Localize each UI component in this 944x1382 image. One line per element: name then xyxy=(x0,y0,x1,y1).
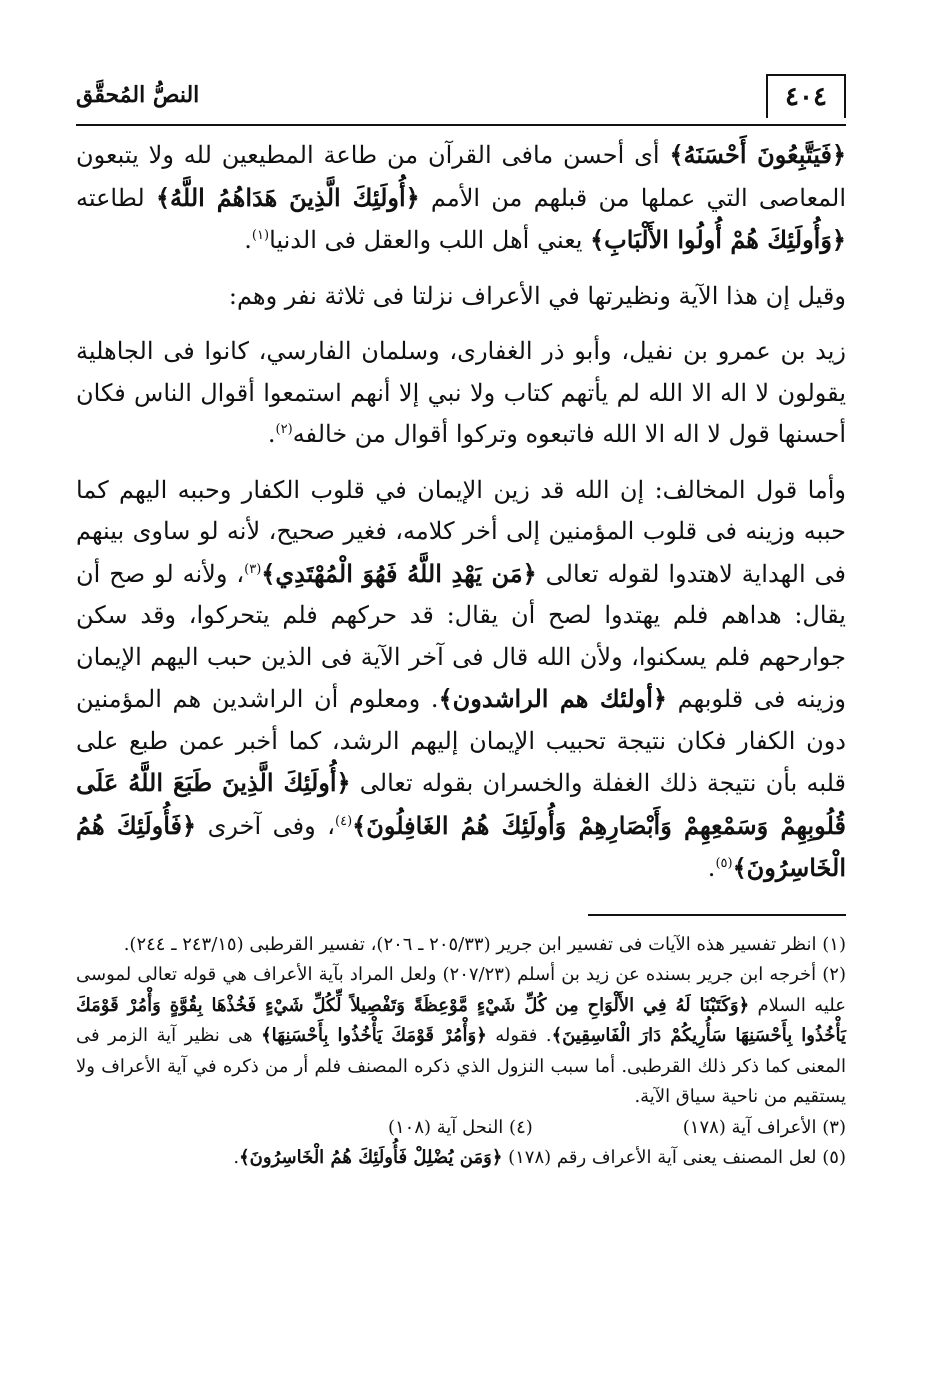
page xyxy=(76,60,846,1174)
footnote-5 xyxy=(76,1143,846,1174)
paragraph xyxy=(76,331,846,456)
footnote-1: (١) انظر تفسير هذه الآيات فى تفسير ابن جرير (٢٠٥/٣٣ ـ ٢٠٦)، تفسير القرطبى (٢٤٣/١٥ ـ ٢٤٤). xyxy=(123,933,846,955)
text-run: . فقوله xyxy=(486,1025,552,1046)
footnote-row xyxy=(76,1113,846,1144)
quran-quote: ﴿مَن يَهْدِ اللَّهُ فَهُوَ الْمُهْتَدِي﴾ xyxy=(261,558,537,588)
footnote-2 xyxy=(76,960,846,1113)
page-number: ٤٠٤ xyxy=(766,74,846,118)
quran-quote: ﴿وَأُولَئِكَ هُمْ أُولُوا الأَلْبَابِ﴾ xyxy=(590,225,846,254)
quran-quote: ﴿فَأُولَئِكَ هُمُ الْخَاسِرُونَ﴾ xyxy=(76,810,846,882)
footnote-ref: (٢) xyxy=(275,422,293,437)
running-title: النصُّ المُحقَّق xyxy=(76,82,200,108)
quran-quote: ﴿أُولَئِكَ الَّذِينَ هَدَاهُمُ اللَّهُ﴾ xyxy=(155,182,420,212)
text-run: ، ولأنه لو صح أن يقال: هداهم فلم يهتدوا لصح أن يقال: قد حركهم فلم يتحركوا، وقد سكن جوارحهم فلم يسكنوا، ولأن الله قال فى آخر الآية فى الذين حبب اليهم الإيمان وزينه فى قلوبهم xyxy=(76,559,846,713)
paragraph xyxy=(76,276,846,318)
footnote-ref: (١) xyxy=(251,228,270,243)
paragraph xyxy=(76,134,846,262)
quran-quote: ﴿أولئك هم الراشدون﴾ xyxy=(438,684,667,713)
text-run: . xyxy=(244,226,252,254)
text-run: (٢) أخرجه ابن جرير بسنده عن زيد بن أسلم (٢٠٧/٢٣) ولعل المراد بآية الأعراف هي قوله تعالى لموسى عليه السلام xyxy=(76,964,846,1016)
main-text xyxy=(76,134,846,890)
text-run: أى أحسن مافى القرآن من طاعة المطيعين لله ولا يتبعون المعاصى التي عملها من قبلهم من الأمم xyxy=(76,141,847,212)
text-run: . ومعلوم أن الراشدين هم المؤمنين دون الكفار فكان نتيجة تحبيب الإيمان إليهم الرشد، كما أخبر عمن طبع على قلبه بأن نتيجة ذلك الغفلة والخسران بقوله تعالى xyxy=(76,685,846,797)
page-header xyxy=(76,60,846,126)
text-run: . xyxy=(707,854,716,882)
text-run: وقيل إن هذا الآية ونظيرتها في الأعراف نزلتا فى ثلاثة نفر وهم: xyxy=(228,281,846,310)
quran-quote: ﴿أُولَئِكَ الَّذِينَ طَبَعَ اللَّهُ عَلَى قُلُوبِهِمْ وَسَمْعِهِمْ وَأَبْصَارِهِمْ وَأُولَئِكَ هُمُ الغَافِلُونَ﴾ xyxy=(76,768,846,840)
footnote-divider xyxy=(588,914,846,916)
quran-quote: ﴿فَيَتَّبِعُونَ أَحْسَنَهُ﴾ xyxy=(669,140,847,169)
text-run: . xyxy=(267,420,276,448)
footnote-ref: (٤) xyxy=(335,813,353,829)
text-run: (٥) لعل المصنف يعنى آية الأعراف رقم (١٧٨) xyxy=(502,1147,846,1168)
text-run: زيد بن عمرو بن نفيل، وأبو ذر الغفارى، وسلمان الفارسي، كانوا فى الجاهلية يقولون لا اله الا الله لم يأتهم كتاب ولا نبي إلا أنهم استمعوا أقوال الناس فكان أحسنها قول لا اله الا الله فاتبعوه وتركوا أقوال من خالفه xyxy=(76,337,846,448)
text-run: وأما قول المخالف: إن الله قد زين الإيمان في قلوب الكفار وحببه اليهم كما حببه وزينه فى قلوب المؤمنين إلى أخر كلامه، فغير صحيح، لأنه لو ساوى بينهم فى الهداية لاهتدوا لقوله تعالى xyxy=(76,475,847,588)
text-run: يعني أهل اللب والعقل فى الدنيا xyxy=(269,226,591,254)
footnote-ref: (٥) xyxy=(715,856,733,871)
quran-quote: ﴿وَمَن يُضْلِلْ فَأُولَئِكَ هُمُ الْخَاسِرُونَ﴾ xyxy=(239,1147,503,1168)
text-run: هى نظير آية الزمر فى المعنى كما ذكر ذلك القرطبى. أما سبب النزول الذي ذكره المصنف فلم أر من ذكره في آية الأعراف ولا يستقيم من ناحية سياق الآية. xyxy=(76,1025,846,1107)
quran-quote: ﴿وَكَتَبْنَا لَهُ فِي الأَلْوَاحِ مِن كُلِّ شَيْءٍ مَّوْعِظَةً وَتَفْصِيلاً لِّكُلِّ شَيْءٍ فَخُذْهَا بِقُوَّةٍ وَأْمُرْ قَوْمَكَ يَأْخُذُوا بِأَحْسَنِهَا سَأُرِيكُمْ دَارَ الْفَاسِقِينَ﴾ xyxy=(76,994,847,1046)
paragraph xyxy=(76,470,846,890)
footnote-3: (٣) الأعراف آية (١٧٨) xyxy=(682,1116,846,1138)
footnotes xyxy=(76,930,846,1174)
quran-quote: ﴿وَأْمُرْ قَوْمَكَ يَأْخُذُوا بِأَحْسَنِهَا﴾ xyxy=(261,1025,487,1046)
footnote-4: (٤) النحل آية (١٠٨) xyxy=(387,1116,533,1138)
footnote-ref: (٣) xyxy=(244,561,262,577)
text-run: لطاعته xyxy=(76,183,156,212)
text-run: ، وفى آخرى xyxy=(196,811,335,840)
text-run: . xyxy=(233,1147,240,1168)
